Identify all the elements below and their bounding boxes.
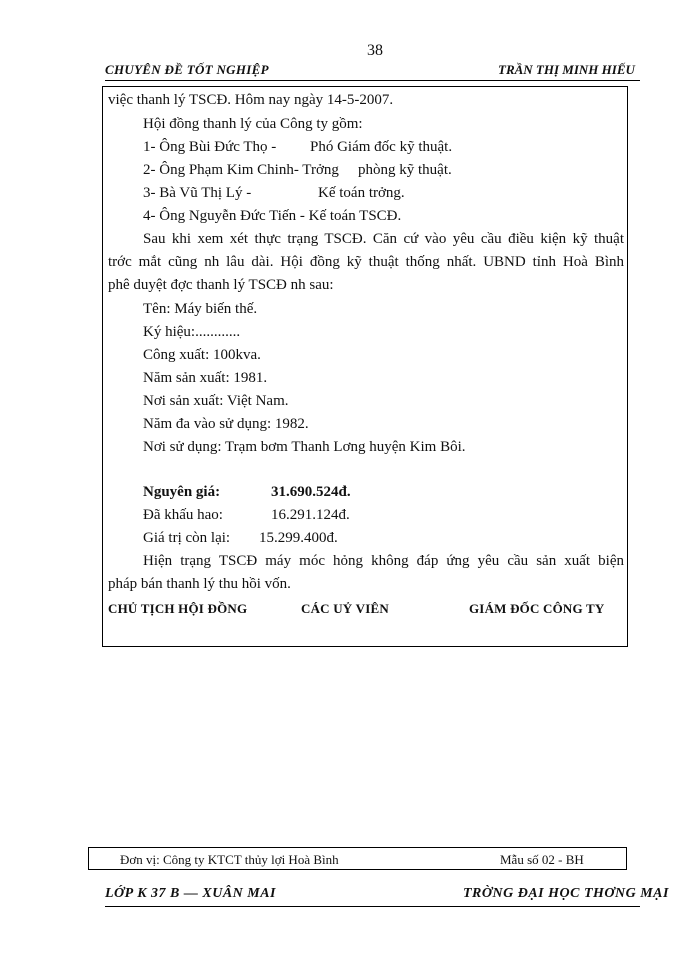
member-4-name: 4- Ông Nguyễn Đức Tiến - Kế toán TSCĐ. [143, 208, 402, 224]
conclusion-line-2: pháp bán thanh lý thu hồi vốn. [108, 576, 291, 592]
council-heading: Hội đồng thanh lý của Công ty gồm: [143, 116, 363, 132]
original-cost-label: Nguyên giá: [143, 484, 221, 500]
member-2-name: 2- Ông Phạm Kim Chinh- Trởng [143, 162, 339, 178]
asset-capacity: Công xuất: 100kva. [143, 347, 261, 363]
member-1-name: 1- Ông Bùi Đức Thọ - [143, 139, 277, 155]
form-footer-unit: Đơn vị: Công ty KTCT thủy lợi Hoà Bình [120, 852, 339, 867]
depreciation-label: Đã khấu hao: [143, 507, 223, 523]
original-cost-value: 31.690.524đ. [271, 484, 351, 500]
bottom-right-school: TRỜNG ĐẠI HỌC THƠNG MẠI [463, 886, 669, 901]
paragraph-1-line-1: Sau khi xem xét thực trạng TSCĐ. Căn cứ vào yêu cầu điều kiện kỹ thuật [143, 231, 624, 247]
member-1-role: Phó Giám đốc kỹ thuật. [310, 139, 453, 155]
intro-line: việc thanh lý TSCĐ. Hôm nay ngày 14-5-2007. [108, 92, 394, 108]
depreciation-value: 16.291.124đ. [271, 507, 350, 523]
page-number: 38 [367, 42, 383, 59]
conclusion-line-1: Hiện trạng TSCĐ máy móc hỏng không đáp ứng yêu cầu sản xuất biện [143, 553, 624, 569]
member-3-role: Kế toán trởng. [318, 185, 405, 201]
signature-director: GIÁM ĐỐC CÔNG TY [469, 601, 605, 616]
bottom-left-class: LỚP K 37 B — XUÂN MAI [105, 886, 277, 901]
bottom-divider [105, 906, 640, 907]
asset-year-made: Năm sản xuất: 1981. [143, 370, 268, 386]
remaining-value-label: Giá trị còn lại: [143, 530, 231, 546]
asset-location: Nơi sử dụng: Trạm bơm Thanh Lơng huyện Kim Bôi. [143, 439, 466, 455]
signature-members: CÁC UỶ VIÊN [301, 601, 389, 616]
header-right: TRẦN THỊ MINH HIẾU [498, 62, 635, 77]
form-footer-number: Mẫu số 02 - BH [500, 852, 584, 867]
paragraph-1-line-3: phê duyệt đợc thanh lý TSCĐ nh sau: [108, 277, 334, 293]
remaining-value: 15.299.400đ. [259, 530, 338, 546]
asset-origin: Nơi sản xuất: Việt Nam. [143, 393, 289, 409]
signature-chair: CHỦ TỊCH HỘI ĐỒNG [108, 601, 248, 616]
asset-symbol: Ký hiệu:............ [143, 324, 241, 340]
asset-year-used: Năm đa vào sử dụng: 1982. [143, 416, 309, 432]
member-2-role: phòng kỹ thuật. [358, 162, 452, 178]
paragraph-1-line-2: trớc mắt cũng nh lâu dài. Hội đồng kỹ thuật thống nhất. UBND tỉnh Hoà Bình [108, 254, 624, 270]
asset-name: Tên: Máy biến thế. [143, 301, 258, 317]
header-divider [105, 80, 640, 81]
member-3-name: 3- Bà Vũ Thị Lý - [143, 185, 252, 201]
document-box [102, 86, 628, 647]
header-left: CHUYÊN ĐỀ TỐT NGHIỆP [105, 62, 269, 77]
